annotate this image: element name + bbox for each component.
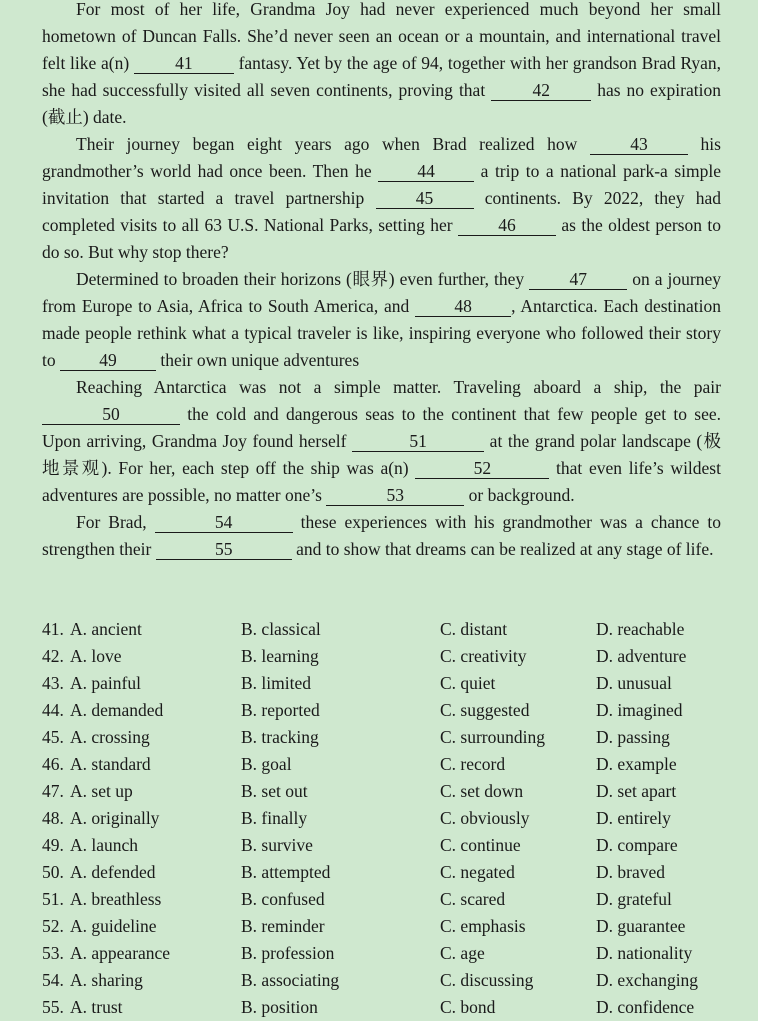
option-d: D. example [596, 754, 677, 774]
text: has no expiration (截止) date. [42, 80, 721, 127]
option-d: D. confidence [596, 997, 695, 1017]
option-a: A. painful [70, 673, 141, 693]
option-c: C. surrounding [440, 727, 545, 747]
option-a: A. demanded [70, 700, 164, 720]
option-row-47 [42, 778, 732, 805]
blank-48: 48 [415, 296, 511, 317]
paragraph-1 [42, 0, 721, 131]
option-b: B. reminder [241, 916, 325, 936]
option-a: A. crossing [70, 727, 150, 747]
option-d: D. entirely [596, 808, 671, 828]
text: a trip to a national park-a simple invitation that started a travel partnership [42, 161, 721, 208]
blank-52: 52 [415, 458, 549, 479]
blank-50: 50 [42, 404, 180, 425]
option-b: B. limited [241, 673, 311, 693]
question-number: 44. [42, 700, 64, 720]
text: as the oldest person to do so. But why stop there? [42, 215, 721, 262]
option-b: B. position [241, 997, 318, 1017]
option-b: B. goal [241, 754, 292, 774]
option-d: D. reachable [596, 619, 685, 639]
option-d: D. exchanging [596, 970, 699, 990]
option-c: C. obviously [440, 808, 530, 828]
text: For Brad, [76, 512, 155, 532]
option-row-44 [42, 697, 732, 724]
option-a: A. set up [70, 781, 133, 801]
option-c: C. set down [440, 781, 524, 801]
option-b: B. attempted [241, 862, 331, 882]
option-a: A. defended [70, 862, 156, 882]
option-d: D. adventure [596, 646, 687, 666]
question-number: 52. [42, 916, 64, 936]
option-row-45 [42, 724, 732, 751]
option-a: A. appearance [70, 943, 171, 963]
text: on a journey from Europe to Asia, Africa to South America, and [42, 269, 721, 316]
paragraph-2 [42, 131, 721, 266]
option-row-48 [42, 805, 732, 832]
paragraph-5 [42, 509, 721, 563]
option-c: C. record [440, 754, 506, 774]
text: and to show that dreams can be realized at any stage of life. [291, 539, 714, 559]
paragraph-4 [42, 374, 721, 509]
option-b: B. finally [241, 808, 308, 828]
question-number: 55. [42, 997, 64, 1017]
option-b: B. classical [241, 619, 321, 639]
option-b: B. reported [241, 700, 320, 720]
option-a: A. standard [70, 754, 151, 774]
option-d: D. compare [596, 835, 678, 855]
option-c: C. creativity [440, 646, 527, 666]
blank-42: 42 [491, 80, 591, 101]
option-c: C. scared [440, 889, 506, 909]
question-number: 49. [42, 835, 64, 855]
text: Reaching Antarctica was not a simple matter. Traveling aboard a ship, the pair [76, 377, 721, 397]
option-c: C. quiet [440, 673, 496, 693]
option-c: C. emphasis [440, 916, 526, 936]
text: For most of her life, Grandma Joy had never experienced much beyond her small hometown of Duncan Falls. She’d never seen an ocean or a mountain, and international travel felt like a(n) [42, 0, 721, 73]
option-row-41 [42, 616, 732, 643]
question-number: 43. [42, 673, 64, 693]
blank-55: 55 [156, 539, 292, 560]
option-b: B. profession [241, 943, 335, 963]
question-number: 54. [42, 970, 64, 990]
option-c: C. continue [440, 835, 521, 855]
option-d: D. imagined [596, 700, 683, 720]
text: , Antarctica. Each destination made people rethink what a typical traveler is like, inspiring everyone who followed their story to [42, 296, 721, 370]
option-b: B. confused [241, 889, 325, 909]
question-number: 48. [42, 808, 64, 828]
text: continents. By 2022, they had completed visits to all 63 U.S. National Parks, setting her [42, 188, 721, 235]
option-row-51 [42, 886, 732, 913]
option-row-43 [42, 670, 732, 697]
option-row-46 [42, 751, 732, 778]
option-a: A. guideline [70, 916, 157, 936]
blank-45: 45 [376, 188, 474, 209]
option-c: C. negated [440, 862, 515, 882]
option-a: A. breathless [70, 889, 162, 909]
option-a: A. ancient [70, 619, 142, 639]
option-b: B. set out [241, 781, 308, 801]
option-c: C. age [440, 943, 485, 963]
option-c: C. suggested [440, 700, 530, 720]
blank-44: 44 [378, 161, 474, 182]
answer-options [42, 616, 732, 1021]
option-c: C. bond [440, 997, 496, 1017]
option-row-42 [42, 643, 732, 670]
blank-53: 53 [326, 485, 464, 506]
blank-41: 41 [134, 53, 234, 74]
text: their own unique adventures [156, 350, 360, 370]
blank-47: 47 [529, 269, 627, 290]
blank-43: 43 [590, 134, 688, 155]
paragraph-3 [42, 266, 721, 374]
option-b: B. survive [241, 835, 313, 855]
option-b: B. associating [241, 970, 340, 990]
question-number: 51. [42, 889, 64, 909]
option-a: A. love [70, 646, 122, 666]
option-b: B. tracking [241, 727, 319, 747]
option-row-49 [42, 832, 732, 859]
question-number: 45. [42, 727, 64, 747]
text: at the grand polar landscape (极地景观). For her, each step off the ship was a(n) [42, 431, 721, 478]
text: the cold and dangerous seas to the continent that few people get to see. Upon arriving, Grandma Joy found herself [42, 404, 721, 451]
text: Their journey began eight years ago when Brad realized how [76, 134, 590, 154]
text: his grandmother’s world had once been. Then he [42, 134, 721, 181]
option-d: D. passing [596, 727, 670, 747]
question-number: 50. [42, 862, 64, 882]
option-row-55 [42, 994, 732, 1021]
question-number: 47. [42, 781, 64, 801]
option-a: A. trust [70, 997, 123, 1017]
question-number: 41. [42, 619, 64, 639]
option-d: D. nationality [596, 943, 693, 963]
option-row-52 [42, 913, 732, 940]
option-row-50 [42, 859, 732, 886]
text: or background. [464, 485, 575, 505]
text: that even life’s wildest adventures are possible, no matter one’s [42, 458, 721, 505]
option-b: B. learning [241, 646, 319, 666]
option-a: A. launch [70, 835, 139, 855]
question-number: 46. [42, 754, 64, 774]
text: Determined to broaden their horizons (眼界) even further, they [76, 269, 530, 289]
option-d: D. unusual [596, 673, 672, 693]
question-number: 42. [42, 646, 64, 666]
blank-51: 51 [352, 431, 484, 452]
blank-49: 49 [60, 350, 156, 371]
option-a: A. originally [70, 808, 160, 828]
option-c: C. discussing [440, 970, 534, 990]
option-row-54 [42, 967, 732, 994]
option-d: D. set apart [596, 781, 677, 801]
blank-46: 46 [458, 215, 556, 236]
blank-54: 54 [155, 512, 293, 533]
question-number: 53. [42, 943, 64, 963]
option-c: C. distant [440, 619, 508, 639]
text: these experiences with his grandmother was a chance to strengthen their [42, 512, 721, 559]
option-a: A. sharing [70, 970, 143, 990]
cloze-passage [42, 0, 721, 563]
option-row-53 [42, 940, 732, 967]
option-d: D. grateful [596, 889, 672, 909]
text: fantasy. Yet by the age of 94, together with her grandson Brad Ryan, she had successfully visited all seven continents, proving that [42, 53, 721, 100]
option-d: D. guarantee [596, 916, 686, 936]
option-d: D. braved [596, 862, 666, 882]
